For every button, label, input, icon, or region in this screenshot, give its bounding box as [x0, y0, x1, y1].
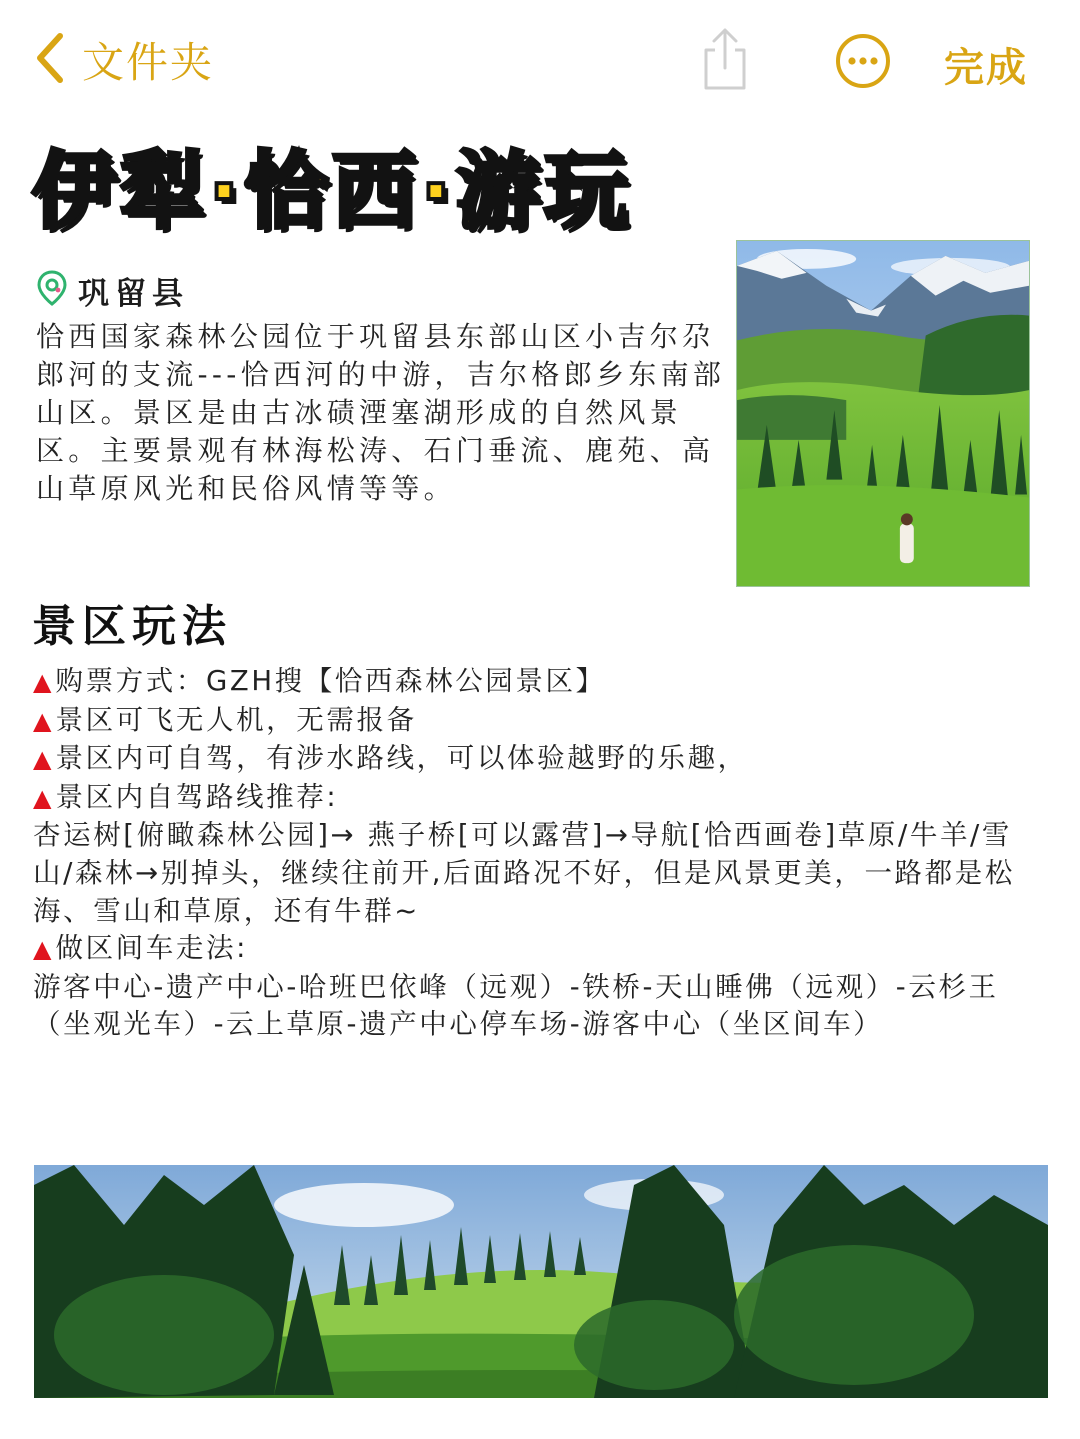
location-pin-icon [36, 270, 68, 310]
meadow-photo [736, 240, 1030, 587]
location-row [36, 268, 189, 312]
tips-list [33, 663, 1043, 1044]
top-toolbar [0, 0, 1080, 120]
share-button[interactable] [698, 26, 752, 92]
tip-item [33, 740, 1043, 779]
tip-text: 景区内自驾路线推荐: [55, 780, 339, 813]
triangle-bullet-icon: ▲ [33, 745, 52, 774]
back-button[interactable] [30, 30, 214, 90]
location-name: 巩留县 [78, 275, 189, 312]
back-label: 文件夹 [82, 38, 215, 87]
tip-item [33, 930, 1043, 969]
tip-text: 做区间车走法: [55, 932, 248, 965]
description-paragraph: 恰西国家森林公园位于巩留县东部山区小吉尔尕郎河的支流---恰西河的中游，吉尔格郎乡东南部山区。景区是由古冰碛湮塞湖形成的自然风景区。主要景观有林海松涛、石门垂流、鹿苑、高山草原风光和民俗风情等等。 [36, 320, 726, 505]
tip-text: 购票方式：GZH搜【恰西森林公园景区】 [55, 665, 606, 697]
tip-text: 景区内可自驾，有涉水路线，可以体验越野的乐趣， [55, 742, 748, 775]
note-title: 伊犁·恰西·游玩 [32, 142, 632, 240]
route-detail [33, 817, 1043, 930]
share-icon [698, 26, 752, 92]
tip-item [33, 663, 1043, 702]
tip-item [33, 702, 1043, 741]
section-title: 景区玩法 [32, 601, 232, 652]
more-options-button[interactable] [834, 32, 892, 90]
forest-panorama-photo [34, 1165, 1048, 1398]
route-text: 杏运树[俯瞰森林公园]→ 燕子桥[可以露营]→导航[恰西画卷]草原/牛羊/雪山/森林→别掉头，继续往前开,后面路况不好，但是风景更美，一路都是松海、雪山和草原，还有牛群~ [33, 819, 1015, 927]
tip-text: 景区可飞无人机，无需报备 [55, 703, 417, 736]
triangle-bullet-icon: ▲ [33, 935, 52, 964]
triangle-bullet-icon: ▲ [33, 668, 52, 696]
triangle-bullet-icon: ▲ [33, 783, 52, 812]
route-detail [33, 969, 1043, 1044]
route-text: 游客中心-遗产中心-哈班巴依峰（远观）-铁桥-天山睡佛（远观）-云杉王（坐观光车）-云上草原-遗产中心停车场-游客中心（坐区间车） [33, 970, 999, 1041]
triangle-bullet-icon: ▲ [33, 706, 52, 735]
tip-item [33, 779, 1043, 818]
more-icon [834, 32, 892, 90]
done-button[interactable]: 完成 [944, 45, 1028, 91]
chevron-left-icon [30, 30, 70, 90]
